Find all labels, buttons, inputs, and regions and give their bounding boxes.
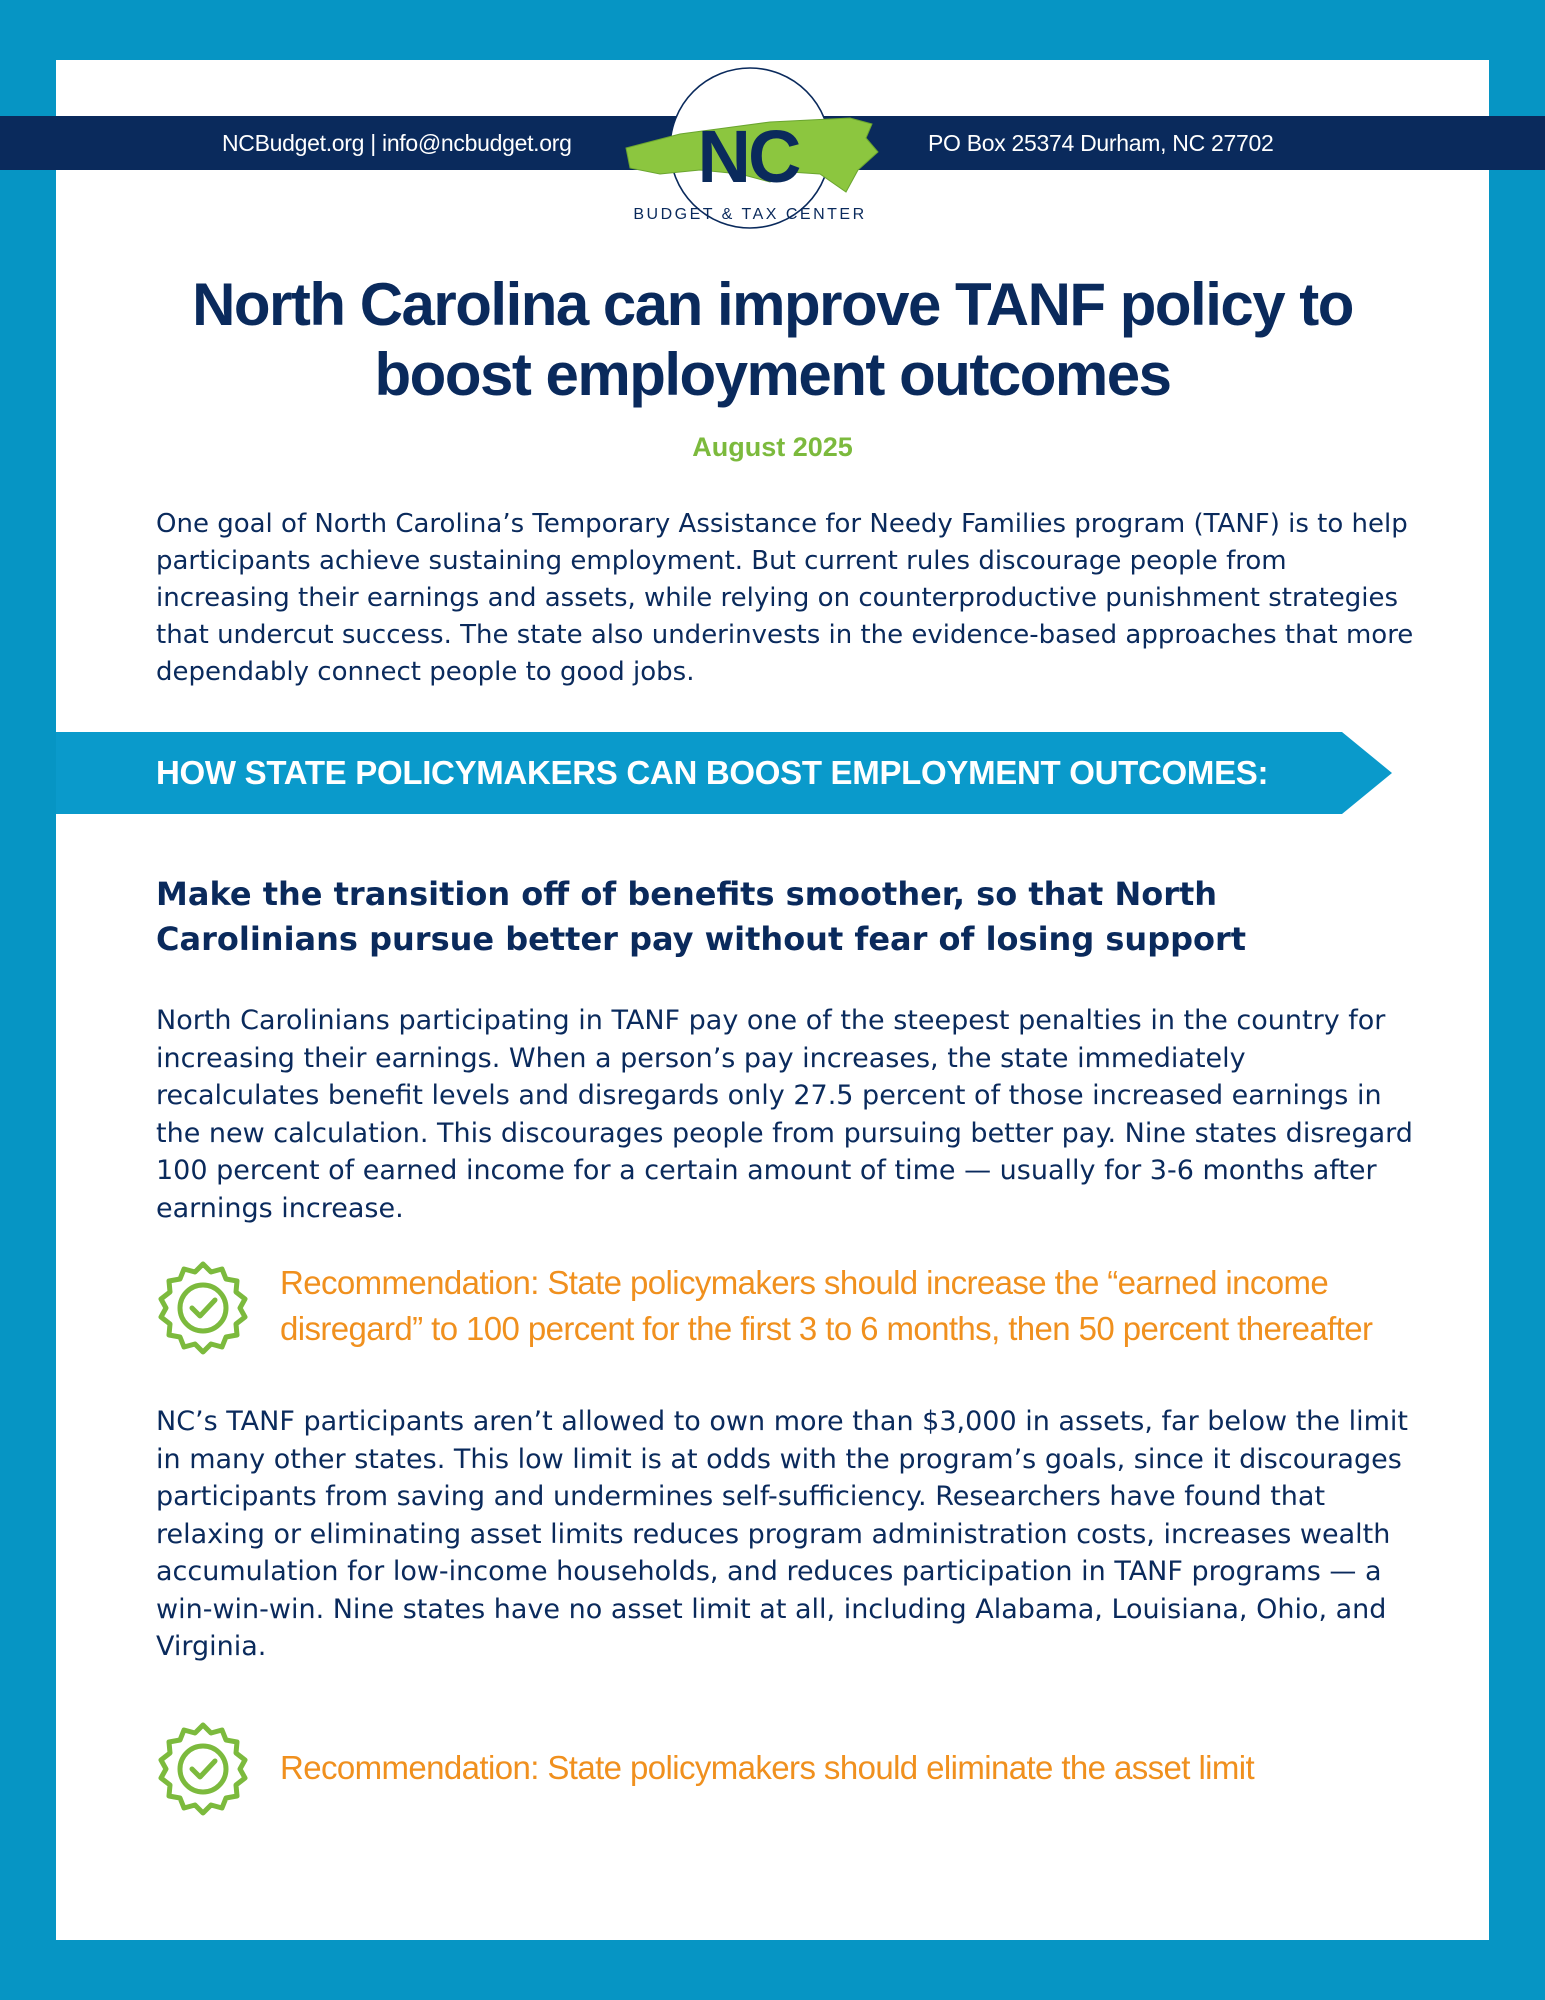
recommendation-text: Recommendation: State policymakers should increase the “earned income disregard” to 100 percent for the first 3 to 6 months, then 50 percent thereafter bbox=[280, 1264, 1373, 1347]
budget-tax-center-logo bbox=[620, 62, 880, 242]
logo-letters: NC bbox=[697, 115, 799, 198]
header-contact-left: NCBudget.org | info@ncbudget.org bbox=[222, 130, 572, 156]
logo-subtitle: BUDGET & TAX CENTER bbox=[633, 206, 867, 223]
section-banner bbox=[56, 732, 1392, 814]
section-subheading: Make the transition off of benefits smoother, so that North Carolinians pursue better pay without fear of losing support bbox=[156, 875, 1247, 958]
page-title: North Carolina can improve TANF policy to boost employment outcomes bbox=[192, 271, 1353, 408]
paragraph-earnings: North Carolinians participating in TANF pay one of the steepest penalties in the country for increasing their earnings. When a person’s pay increases, the state immediately recalculates benefit levels and disregards only 27.5 percent of those increased earnings in the new calculation. This discourages people from pursuing better pay. Nine states disregard 100 percent of earned income for a certain amount of time — usually for 3-6 months after earnings increase. bbox=[156, 1005, 1413, 1224]
header-contact-right: PO Box 25374 Durham, NC 27702 bbox=[928, 130, 1274, 156]
recommendation-text: Recommendation: State policymakers should eliminate the asset limit bbox=[280, 1749, 1255, 1786]
paragraph-assets: NC’s TANF participants aren’t allowed to own more than $3,000 in assets, far below the limit in many other states. This low limit is at odds with the program’s goals, since it discourages participants from saving and undermines self-sufficiency. Researchers have found that relaxing or eliminating asset limits reduces program administration costs, increases wealth accumulation for low-income households, and reduces participation in TANF programs — a win-win-win. Nine states have no asset limit at all, including Alabama, Louisiana, Ohio, and Virginia. bbox=[156, 1406, 1408, 1662]
intro-paragraph: One goal of North Carolina’s Temporary Assistance for Needy Families program (TANF) is to help participants achieve sustaining employment. But current rules discourage people from increasing their earnings and assets, while relying on counterproductive punishment strategies that undercut success. The state also underinvests in the evidence-based approaches that more dependably connect people to good jobs. bbox=[156, 509, 1414, 687]
check-badge-icon bbox=[155, 1721, 251, 1817]
check-badge-icon bbox=[155, 1260, 251, 1356]
publication-date: August 2025 bbox=[692, 432, 853, 462]
banner-heading: HOW STATE POLICYMAKERS CAN BOOST EMPLOYMENT OUTCOMES: bbox=[156, 754, 1269, 791]
